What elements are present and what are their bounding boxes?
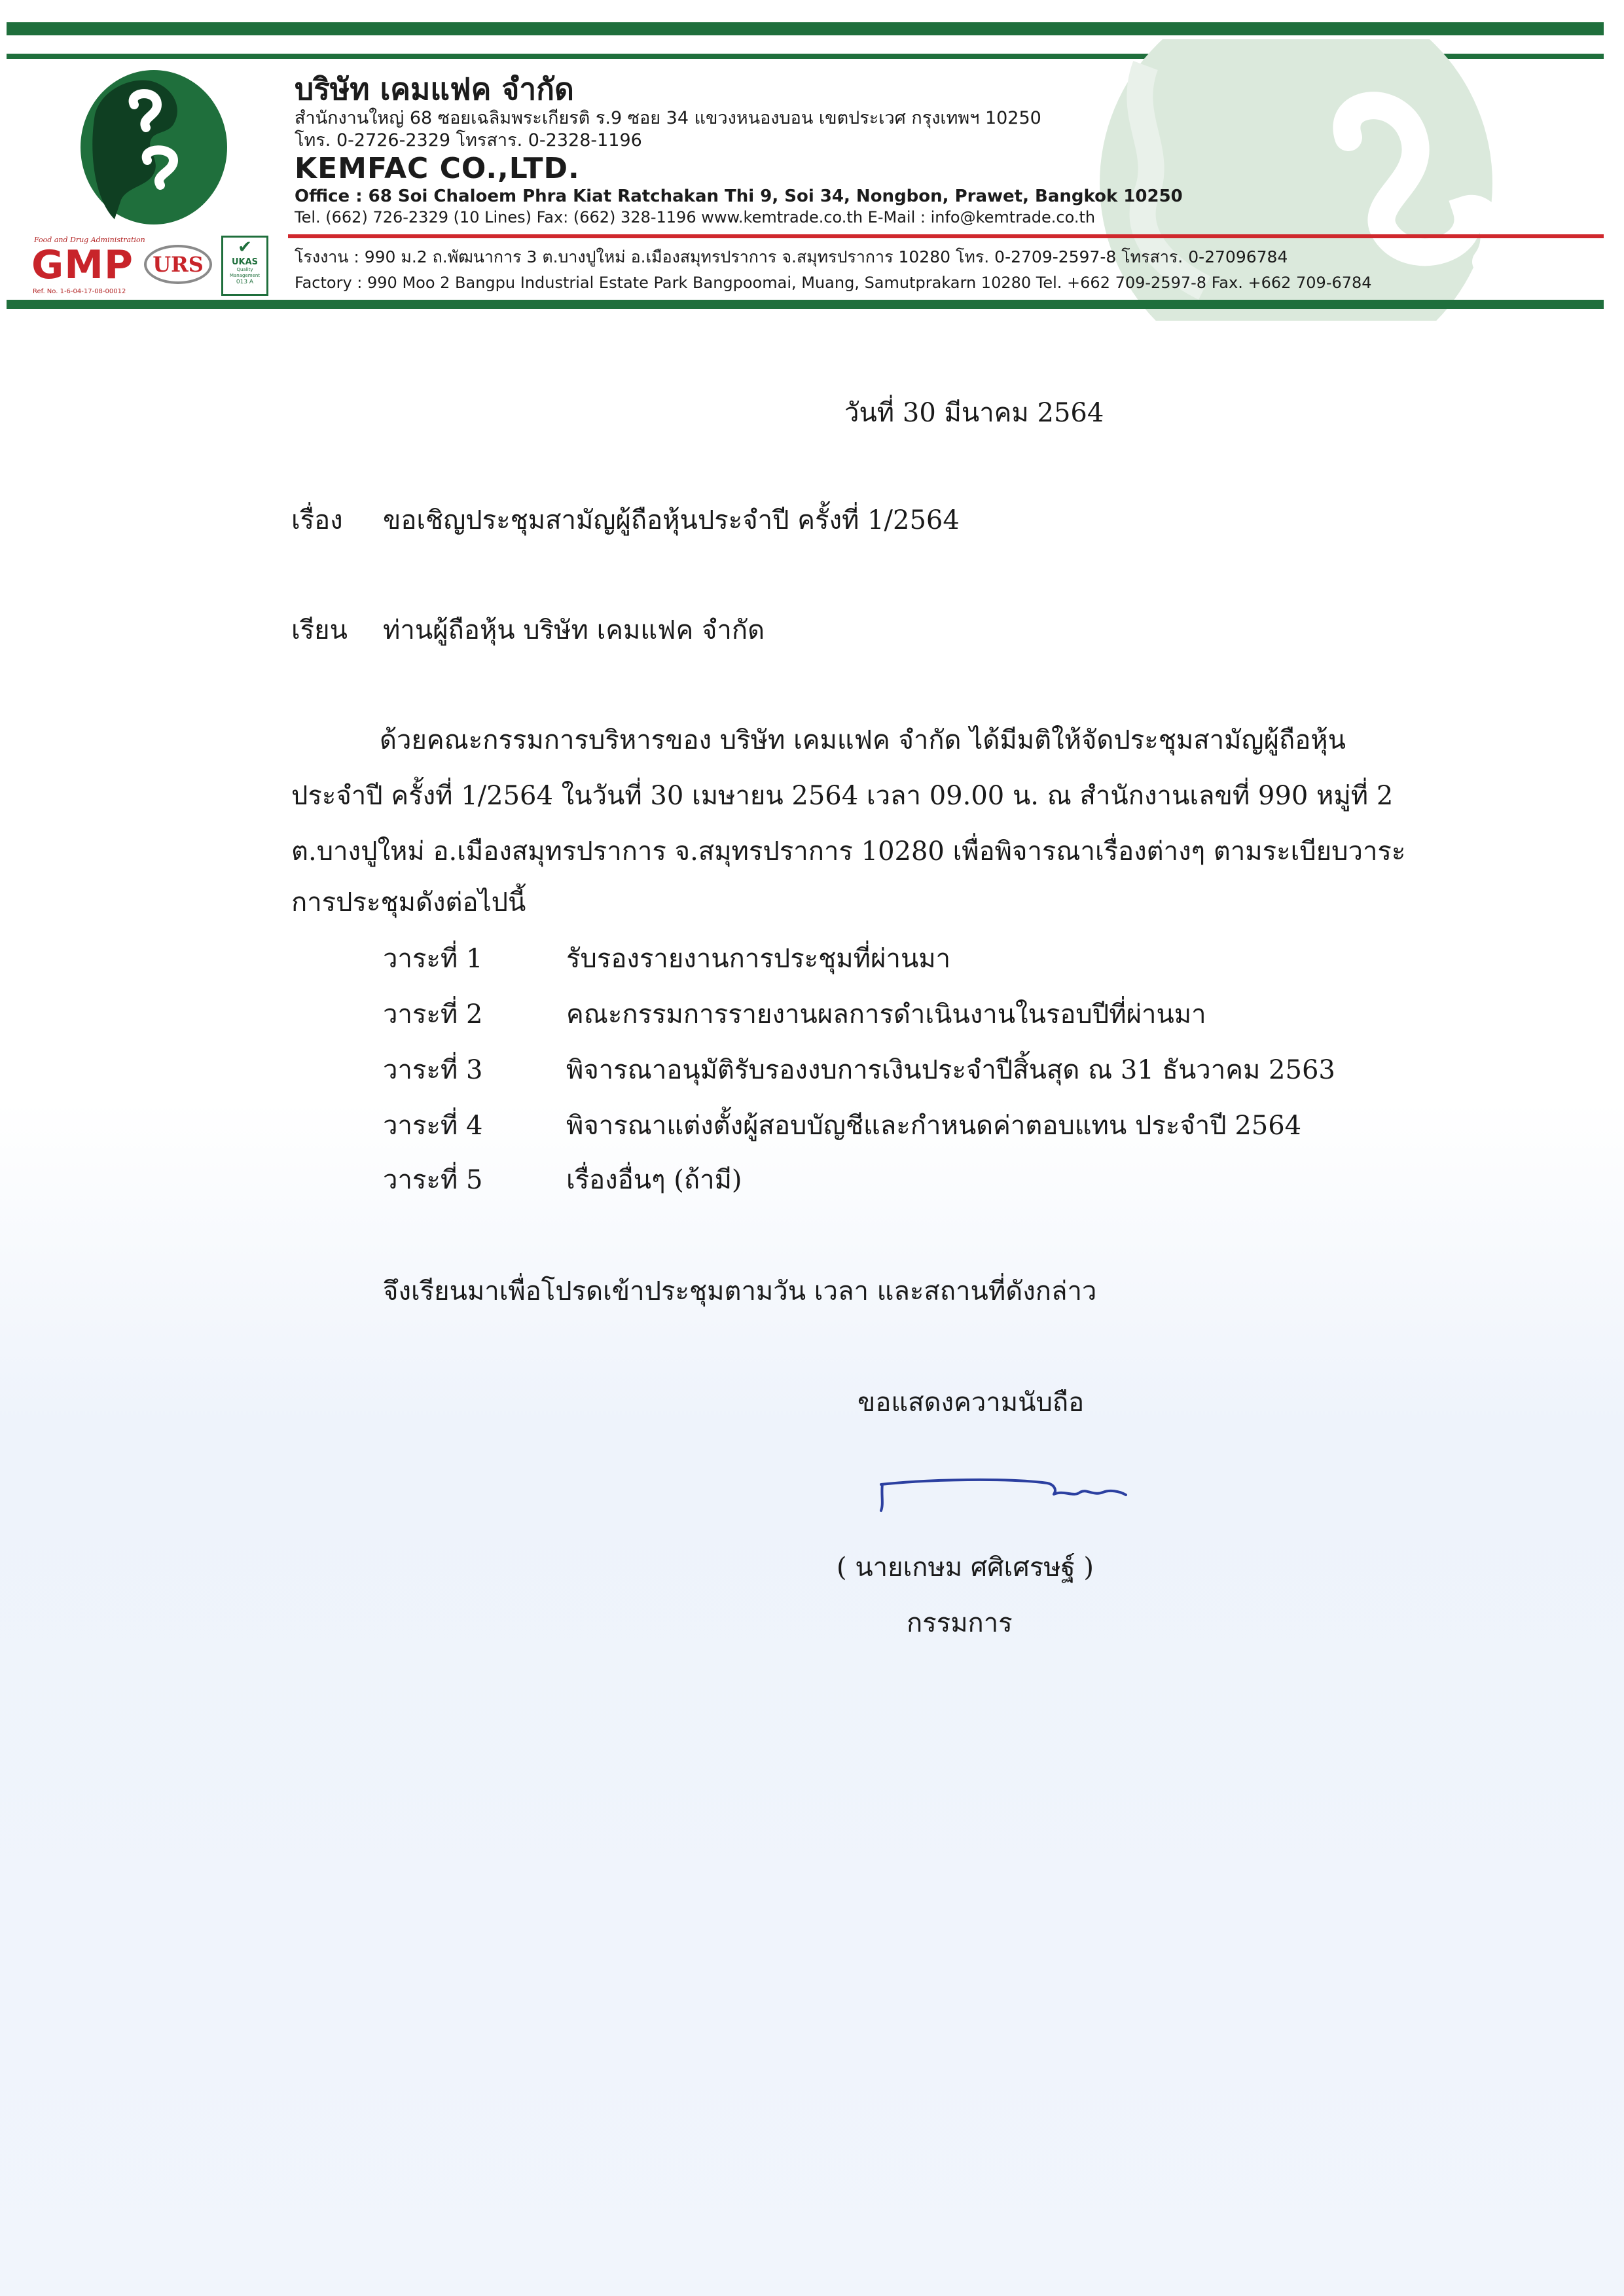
gmp-ref: Ref. No. 1-6-04-17-08-00012 bbox=[33, 288, 126, 295]
office-address-en: Office : 68 Soi Chaloem Phra Kiat Ratchakan Thi 9, Soi 34, Nongbon, Prawet, Bangkok 10250 bbox=[295, 187, 1183, 206]
agenda-text-5: เรื่องอื่นๆ (ถ้ามี) bbox=[566, 1165, 742, 1195]
agenda-label-3: วาระที่ 3 bbox=[383, 1055, 483, 1085]
agenda-text-3: พิจารณาอนุมัติรับรองงบการเงินประจำปีสิ้นสุด ณ 31 ธันวาคม 2563 bbox=[566, 1055, 1335, 1085]
signature bbox=[877, 1465, 1139, 1524]
company-name-en: KEMFAC CO.,LTD. bbox=[295, 152, 580, 185]
agenda-label-1: วาระที่ 1 bbox=[383, 944, 483, 974]
letterhead-bottom-bar bbox=[7, 300, 1604, 309]
body-paragraph-line-4: การประชุมดังต่อไปนี้ bbox=[291, 888, 526, 918]
urs-label: URS bbox=[153, 252, 204, 277]
ukas-label: UKAS bbox=[231, 257, 259, 267]
letter-date: วันที่ 30 มีนาคม 2564 bbox=[844, 398, 1104, 428]
agenda-text-2: คณะกรรมการรายงานผลการดำเนินงานในรอบปีที่ผ่านมา bbox=[566, 999, 1206, 1030]
urs-badge bbox=[144, 245, 212, 284]
agenda-text-4: พิจารณาแต่งตั้งผู้สอบบัญชีและกำหนดค่าตอบแทน ประจำปี 2564 bbox=[566, 1111, 1302, 1141]
office-address-th: สำนักงานใหญ่ 68 ซอยเฉลิมพระเกียรติ ร.9 ซอย 34 แขวงหนองบอน เขตประเวศ กรุงเทพฯ 10250 bbox=[295, 108, 1041, 128]
agenda-label-5: วาระที่ 5 bbox=[383, 1165, 483, 1195]
signer-name: ( นายเกษม ศศิเศรษฐ์ ) bbox=[837, 1552, 1094, 1583]
check-crown-icon: ✔ bbox=[238, 238, 252, 257]
company-name-th: บริษัท เคมแฟค จำกัด bbox=[295, 71, 574, 107]
regards: ขอแสดงความนับถือ bbox=[857, 1388, 1085, 1418]
body-paragraph-line-3: ต.บางปูใหม่ อ.เมืองสมุทรปราการ จ.สมุทรปราการ 10280 เพื่อพิจารณาเรื่องต่างๆ ตามระเบียบวาระ bbox=[291, 836, 1406, 867]
letterhead-top-bar bbox=[7, 22, 1604, 35]
ukas-badge bbox=[221, 236, 268, 296]
factory-address-en: Factory : 990 Moo 2 Bangpu Industrial Estate Park Bangpoomai, Muang, Samutprakarn 10280 Tel. +662 709-2597-8 Fax. +662 709-6784 bbox=[295, 274, 1372, 292]
body-paragraph-line-1: ด้วยคณะกรรมการบริหารของ บริษัท เคมแฟค จำกัด ได้มีมติให้จัดประชุมสามัญผู้ถือหุ้น bbox=[380, 725, 1346, 755]
signer-position: กรรมการ bbox=[907, 1608, 1013, 1638]
ukas-sub: Quality Management bbox=[229, 267, 261, 278]
factory-address-th: โรงงาน : 990 ม.2 ถ.พัฒนาการ 3 ต.บางปูใหม่ อ.เมืองสมุทรปราการ จ.สมุทรปราการ 10280 โทร. 0-2709-2597-8 โทรสาร. 0-27096784 bbox=[295, 247, 1288, 266]
letterhead-red-rule bbox=[288, 234, 1604, 238]
subject-label: เรื่อง bbox=[291, 505, 343, 535]
gmp-mark: GMP bbox=[31, 242, 134, 288]
recipient-text: ท่านผู้ถือหุ้น บริษัท เคมแฟค จำกัด bbox=[383, 615, 765, 645]
company-logo bbox=[75, 69, 232, 232]
closing-sentence: จึงเรียนมาเพื่อโปรดเข้าประชุมตามวัน เวลา และสถานที่ดังกล่าว bbox=[383, 1276, 1097, 1306]
subject-text: ขอเชิญประชุมสามัญผู้ถือหุ้นประจำปี ครั้งที่ 1/2564 bbox=[383, 505, 960, 535]
agenda-label-2: วาระที่ 2 bbox=[383, 999, 483, 1030]
agenda-label-4: วาระที่ 4 bbox=[383, 1111, 483, 1141]
agenda-text-1: รับรองรายงานการประชุมที่ผ่านมา bbox=[566, 944, 951, 974]
body-paragraph-line-2: ประจำปี ครั้งที่ 1/2564 ในวันที่ 30 เมษายน 2564 เวลา 09.00 น. ณ สำนักงานเลขที่ 990 หมู่ที่ 2 bbox=[291, 781, 1394, 811]
office-phone-th: โทร. 0-2726-2329 โทรสาร. 0-2328-1196 bbox=[295, 130, 642, 151]
recipient-label: เรียน bbox=[291, 615, 348, 645]
office-contact-en: Tel. (662) 726-2329 (10 Lines) Fax: (662) 328-1196 www.kemtrade.co.th E-Mail : info@kemtrade.co.th bbox=[295, 208, 1096, 226]
ukas-num: 013 A bbox=[236, 279, 254, 285]
gmp-caption: Food and Drug Administration bbox=[34, 236, 145, 244]
